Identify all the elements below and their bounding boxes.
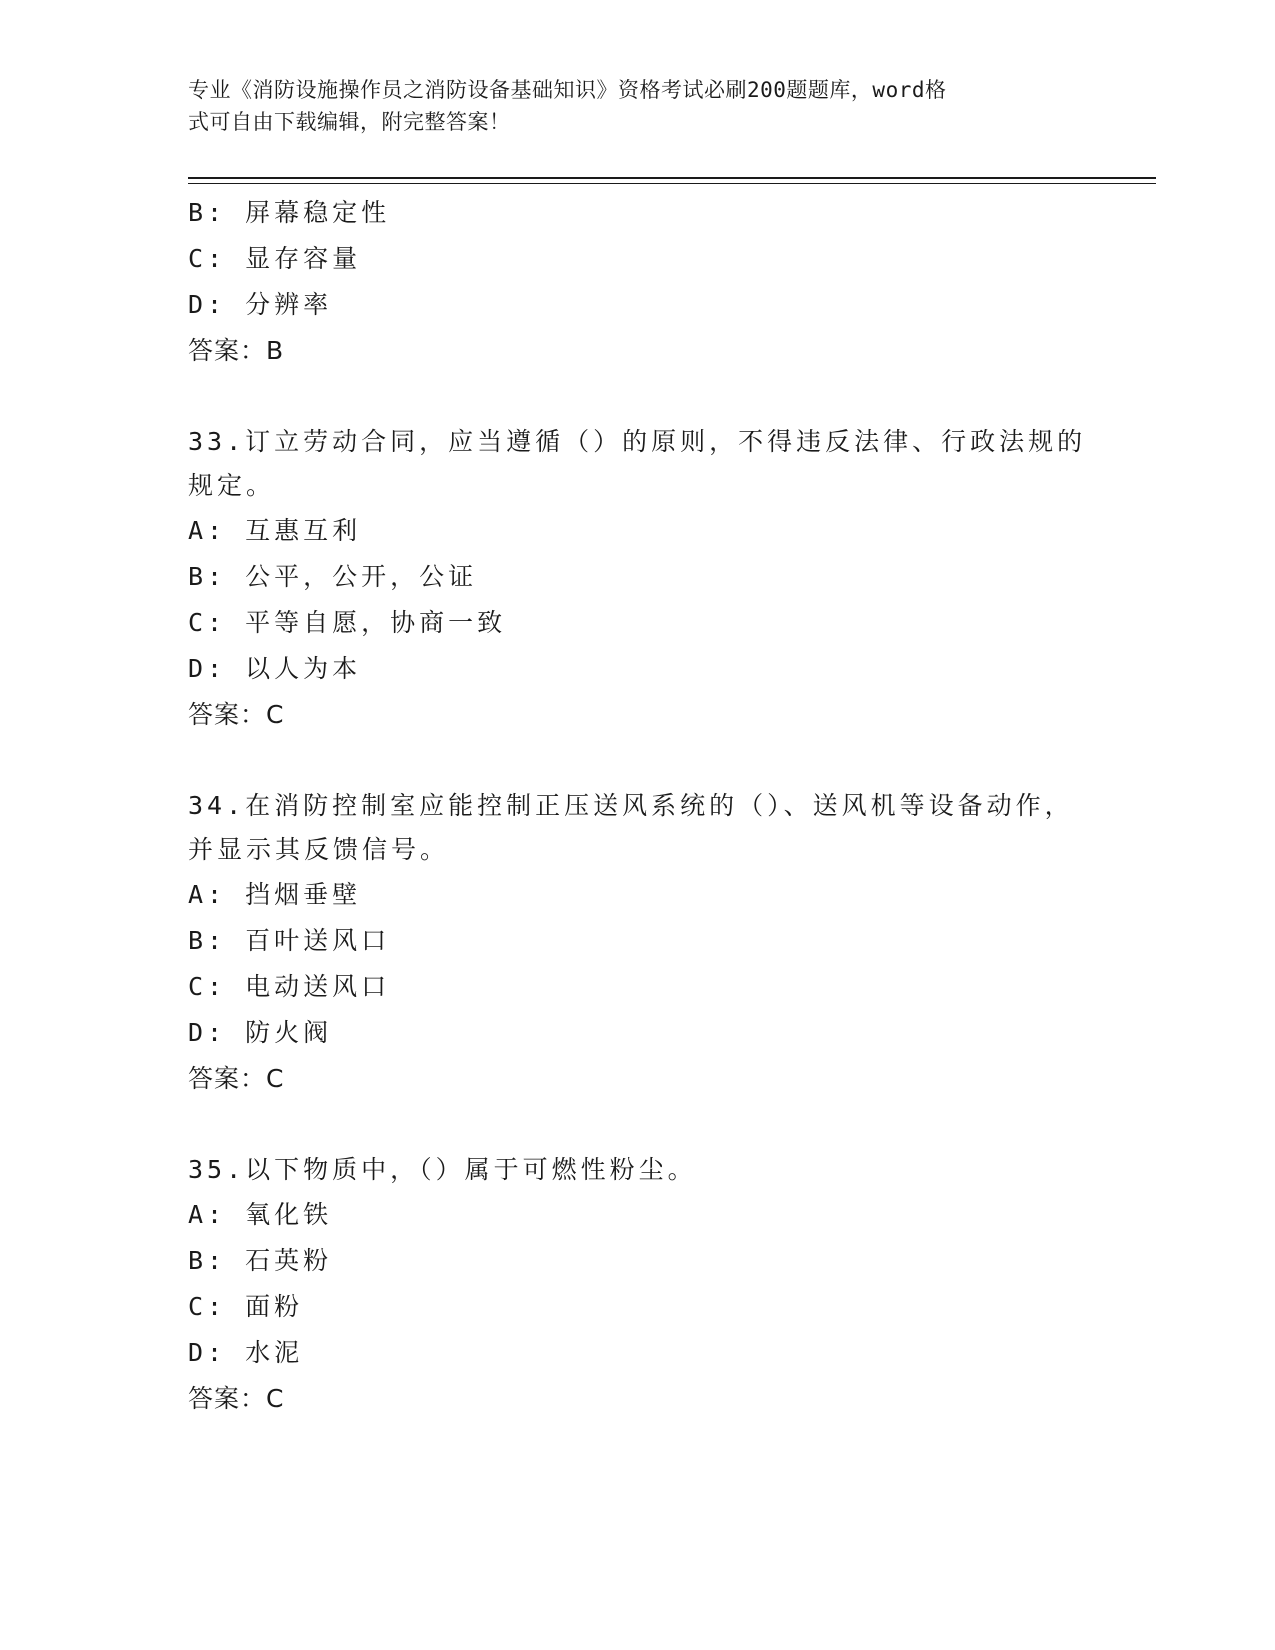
answer-line: 答案：C	[188, 1384, 285, 1413]
option-b: B: 屏幕稳定性	[188, 198, 391, 227]
document-header	[188, 74, 1068, 138]
option-a: A: 氧化铁	[188, 1200, 333, 1229]
answer-line: 答案：C	[188, 700, 285, 729]
header-line-1: 专业《消防设施操作员之消防设备基础知识》资格考试必刷200题题库，word格	[188, 78, 947, 102]
question-block-35	[188, 1148, 1088, 1422]
option-a: A: 互惠互利	[188, 516, 362, 545]
question-stem-line-2: 并显示其反馈信号。	[188, 835, 450, 864]
header-divider-thin	[188, 183, 1156, 184]
header-line-2: 式可自由下载编辑，附完整答案！	[188, 110, 511, 134]
question-stem-line-2: 规定。	[188, 471, 276, 500]
option-d: D: 防火阀	[188, 1018, 333, 1047]
question-stem-line-1: 33.订立劳动合同，应当遵循（）的原则，不得违反法律、行政法规的	[188, 427, 1087, 456]
question-block-33	[188, 420, 1088, 738]
answer-line: 答案：C	[188, 1064, 285, 1093]
option-b: B: 公平，公开，公证	[188, 562, 478, 591]
question-list	[188, 190, 1088, 1422]
option-b: B: 百叶送风口	[188, 926, 391, 955]
option-d: D: 水泥	[188, 1338, 304, 1367]
answer-line: 答案：B	[188, 336, 285, 365]
option-c: C: 平等自愿，协商一致	[188, 608, 507, 637]
option-d: D: 以人为本	[188, 654, 362, 683]
header-divider-thick	[188, 177, 1156, 179]
question-stem-line-1: 34.在消防控制室应能控制正压送风系统的（）、送风机等设备动作，	[188, 791, 1074, 820]
option-d: D: 分辨率	[188, 290, 333, 319]
question-stem-line-1: 35.以下物质中，（）属于可燃性粉尘。	[188, 1155, 697, 1184]
option-c: C: 电动送风口	[188, 972, 391, 1001]
option-c: C: 面粉	[188, 1292, 304, 1321]
option-a: A: 挡烟垂壁	[188, 880, 362, 909]
question-block-34	[188, 784, 1088, 1102]
prev-question-block	[188, 190, 1088, 374]
option-b: B: 石英粉	[188, 1246, 333, 1275]
option-c: C: 显存容量	[188, 244, 362, 273]
